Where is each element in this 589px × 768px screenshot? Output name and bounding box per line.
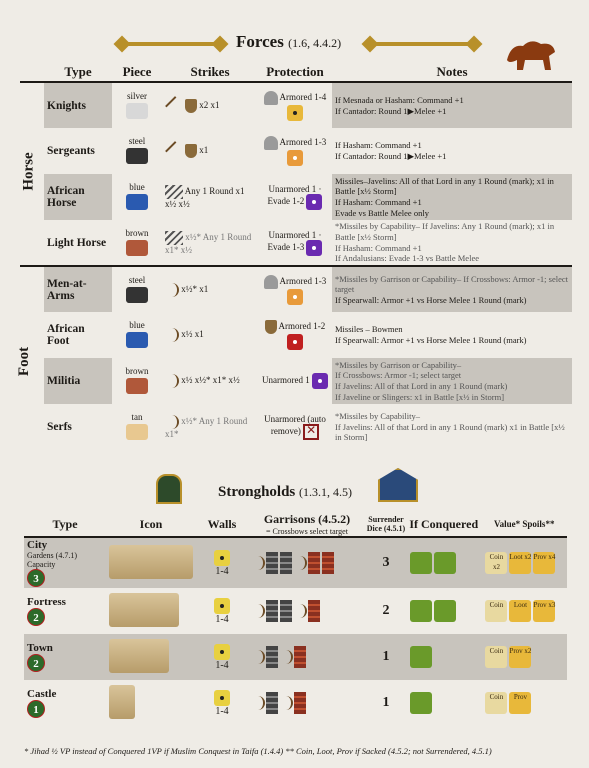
conquered-token (410, 646, 432, 668)
unit-strikes: x½ x½* x1* x½ (162, 358, 258, 404)
die-icon (214, 598, 230, 614)
die-icon (287, 289, 303, 305)
header-surrender: Surrender Dice (4.5.1) (366, 512, 406, 537)
shield-icon (265, 320, 277, 334)
piece-cube (126, 378, 148, 394)
strongholds-ref: (1.3.1, 4.5) (299, 485, 353, 499)
garrisons (248, 588, 366, 634)
title-ornament-right (366, 42, 478, 46)
surrender-dice: 3 (366, 537, 406, 588)
header-piece: Piece (112, 62, 162, 82)
steel-stack (280, 552, 292, 574)
spoils (481, 680, 567, 726)
shield-icon (185, 99, 197, 113)
unit-strikes: x½ x1 (162, 312, 258, 358)
stronghold-image (106, 588, 196, 634)
unit-strikes: x½* Any 1 Round x1* x½ (165, 231, 252, 255)
helmet-icon (264, 275, 278, 289)
header-garrisons: Garrisons (4.5.2) = Crossbows select target (248, 512, 366, 537)
header-type: Type (24, 512, 106, 537)
unit-notes: If Hasham: Command +1 If Cantador: Round 1▶Melee +1 (335, 140, 447, 161)
vp-badge: 2 (27, 608, 45, 626)
bow-icon (165, 415, 179, 429)
forces-header-row (20, 62, 572, 82)
loot-token: Loot (509, 600, 531, 622)
unit-strikes: Any 1 Round x1 x½ x½ (165, 186, 245, 209)
piece-cube (126, 148, 148, 164)
sword-icon (165, 96, 185, 116)
table-row (20, 82, 572, 128)
stronghold-image (106, 634, 196, 680)
unit-notes: *Missiles by Garrison or Capability– If Crossbows: Armor -1; select target If Spearwall: Armor +1 vs Horse Melee 1 Round (mark) (332, 266, 572, 312)
strongholds-header-row (24, 512, 567, 537)
stronghold-type: Fortress 2 (27, 596, 66, 624)
header-notes: Notes (332, 62, 572, 82)
steel-stack (266, 646, 278, 668)
table-row (24, 537, 567, 588)
castle-image (109, 685, 135, 719)
city-image (109, 545, 193, 579)
unit-type: Knights (44, 82, 112, 128)
die-icon (214, 550, 230, 566)
forces-ref: (1.6, 4.4.2) (288, 36, 342, 50)
table-row (20, 358, 572, 404)
coin-token: Coin (485, 600, 507, 622)
unit-type: Light Horse (47, 236, 107, 249)
header-value: Value* Spoils** (481, 512, 567, 537)
unit-notes: *Missiles by Garrison or Capability– If Crossbows: Armor -1; select target If Javelins: All of that Lord in any 1 Round (mark) If Javeline or Slingers: x1 in Battle [x½ in Storm] (332, 358, 572, 404)
unit-protection: Unarmored 1 · Evade 1-2 (258, 174, 332, 220)
unit-notes: *Missiles by Capability– If Javelins: Any 1 Round (mark); x1 in Battle [x½ Storm] If Hasham: Command +1 If Andalusians: Evade 1-3 vs Battle Melee (335, 221, 555, 264)
piece-cube (126, 424, 148, 440)
unit-piece: blue (112, 174, 162, 220)
garrisons (248, 634, 366, 680)
shield-icon (185, 144, 197, 158)
walls: 1-4 (196, 680, 248, 726)
stronghold-type: Castle 1 (27, 688, 57, 716)
steel-stack (280, 600, 292, 622)
surrender-dice: 1 (366, 634, 406, 680)
unit-type: Serfs (47, 421, 72, 433)
stronghold-image (106, 680, 196, 726)
unit-type: African Horse (44, 174, 112, 220)
conquered-token (410, 692, 432, 714)
vp-badge: 3 (27, 569, 45, 587)
unit-notes: If Mesnada or Hasham: Command +1 If Cantador: Round 1▶Melee +1 (332, 82, 572, 128)
bow-icon (165, 328, 179, 342)
header-walls: Walls (196, 512, 248, 537)
die-icon (306, 194, 322, 210)
prov-token: Prov x2 (509, 646, 531, 668)
table-row (20, 266, 572, 312)
prov-token: Prov (509, 692, 531, 714)
garrisons (248, 537, 366, 588)
unit-protection: Armored 1-4 (258, 82, 332, 128)
conquered-token (410, 552, 432, 574)
header-type: Type (44, 62, 112, 82)
forces-title (236, 32, 341, 52)
unit-piece: blue (112, 312, 162, 358)
unit-piece: silver (112, 82, 162, 128)
stronghold-icon (156, 474, 182, 504)
die-icon (312, 373, 328, 389)
prov-token: Prov x3 (533, 600, 555, 622)
unit-notes: Missiles – Bowmen If Spearwall: Armor +1 vs Horse Melee 1 Round (mark) (335, 324, 527, 345)
table-row (20, 128, 572, 174)
strongholds-table (24, 512, 567, 726)
town-image (109, 639, 169, 673)
table-row (20, 174, 572, 220)
conquered-token (434, 600, 456, 622)
crossbow-icon (251, 556, 265, 570)
forces-table (16, 62, 572, 450)
bow-icon (293, 556, 307, 570)
header-icon: Icon (106, 512, 196, 537)
brown-stack (308, 600, 320, 622)
foot-group (16, 266, 44, 450)
unit-notes: Missiles–Javelins: All of that Lord in any 1 Round (mark); x1 in Battle [x½ Storm] If Hasham: Command +1 Evade vs Battle Melee only (332, 174, 572, 220)
unit-strikes: x2 x1 (162, 82, 258, 128)
sword-icon (165, 141, 185, 161)
spoils (481, 588, 567, 634)
die-icon (287, 150, 303, 166)
vp-badge: 2 (27, 654, 45, 672)
table-row (24, 680, 567, 726)
spoils (481, 634, 567, 680)
unit-protection: Armored 1-2 (258, 312, 332, 358)
if-conquered (406, 537, 481, 588)
bow-icon (279, 696, 293, 710)
steel-stack (266, 552, 278, 574)
piece-cube (126, 332, 148, 348)
helmet-icon (264, 91, 278, 105)
horse-group (20, 82, 44, 266)
crossbow-icon (165, 283, 179, 297)
unit-protection: Unarmored (auto remove) ✕ (258, 404, 332, 450)
remove-icon (303, 424, 319, 440)
unit-protection: Unarmored 1 (258, 358, 332, 404)
unit-strikes: x1 (162, 128, 258, 174)
horse-label: Horse (20, 152, 37, 191)
unit-piece: steel (112, 266, 162, 312)
steel-stack (266, 692, 278, 714)
unit-type: African Foot (47, 323, 85, 347)
walls: 1-4 (196, 588, 248, 634)
helmet-icon (264, 136, 278, 150)
die-icon (214, 644, 230, 660)
if-conquered (406, 634, 481, 680)
church-icon (378, 468, 418, 502)
fortress-image (109, 593, 179, 627)
header-strikes: Strikes (162, 62, 258, 82)
footnote: * Jihad ½ VP instead of Conquered 1VP if Muslim Conquest in Taifa (1.4.4) ** Coin, Loot, Prov if Sacked (4.5.2; not Surrendered, 4.5.1) (24, 746, 492, 756)
vp-badge: 1 (27, 700, 45, 718)
unit-protection: Unarmored 1 · Evade 1-3 (258, 220, 332, 266)
bow-icon (279, 650, 293, 664)
crossbow-icon (251, 604, 265, 618)
unit-strikes: x½* Any 1 Round x1* (165, 416, 248, 439)
strongholds-title (218, 484, 352, 501)
stronghold-type: Town 2 (24, 634, 106, 680)
brown-stack (308, 552, 320, 574)
javelin-icon (165, 231, 183, 245)
unit-type: Men-at-Arms (44, 266, 112, 312)
table-row (20, 312, 572, 358)
piece-cube (126, 194, 148, 210)
unit-piece: brown (112, 358, 162, 404)
unit-piece: steel (112, 128, 162, 174)
unit-protection: Armored 1-3 (258, 266, 332, 312)
garrisons (248, 680, 366, 726)
table-row (20, 404, 572, 450)
table-row (24, 588, 567, 634)
walls: 1-4 (196, 634, 248, 680)
if-conquered (406, 588, 481, 634)
unit-protection: Armored 1-3 (258, 128, 332, 174)
piece-cube (126, 240, 148, 256)
stronghold-type: City Gardens (4.7.1) Capacity 3 (24, 537, 106, 588)
javelin-icon (165, 185, 183, 199)
foot-label: Foot (16, 346, 33, 377)
bow-icon (293, 604, 307, 618)
crossbow-icon (251, 696, 265, 710)
unit-notes: *Missiles by Capability– If Javelins: All of that Lord in any 1 Round (mark) x1 in Battle [x½ in Storm] (335, 411, 565, 443)
die-icon (287, 334, 303, 350)
brown-stack (294, 692, 306, 714)
surrender-dice: 1 (382, 695, 390, 710)
die-icon (214, 690, 230, 706)
conquered-token (434, 552, 456, 574)
brown-stack (294, 646, 306, 668)
surrender-dice: 2 (382, 603, 390, 618)
die-icon (287, 105, 303, 121)
unit-strikes: x½* x1 (162, 266, 258, 312)
loot-token: Loot x2 (509, 552, 531, 574)
die-icon (306, 240, 322, 256)
walls: 1-4 (196, 537, 248, 588)
title-ornament-left (118, 42, 224, 46)
table-row (20, 220, 572, 266)
forces-title-text: Forces (236, 32, 284, 51)
crossbow-icon (251, 650, 265, 664)
piece-cube (126, 287, 148, 303)
table-row (24, 634, 567, 680)
crossbow-icon (165, 374, 179, 388)
header-conquered: If Conquered (406, 512, 481, 537)
stronghold-image (106, 537, 196, 588)
piece-cube (126, 103, 148, 119)
coin-token: Coin (485, 692, 507, 714)
coin-token: Coin (485, 646, 507, 668)
brown-stack (322, 552, 334, 574)
steel-stack (266, 600, 278, 622)
spoils (481, 537, 567, 588)
coin-token: Coin x2 (485, 552, 507, 574)
unit-type: Militia (44, 358, 112, 404)
unit-piece: brown (112, 220, 162, 266)
unit-piece: tan (112, 404, 162, 450)
unit-type: Sergeants (47, 145, 95, 157)
strongholds-title-text: Strongholds (218, 484, 296, 500)
conquered-token (410, 600, 432, 622)
prov-token: Prov x4 (533, 552, 555, 574)
if-conquered (406, 680, 481, 726)
header-protection: Protection (258, 62, 332, 82)
